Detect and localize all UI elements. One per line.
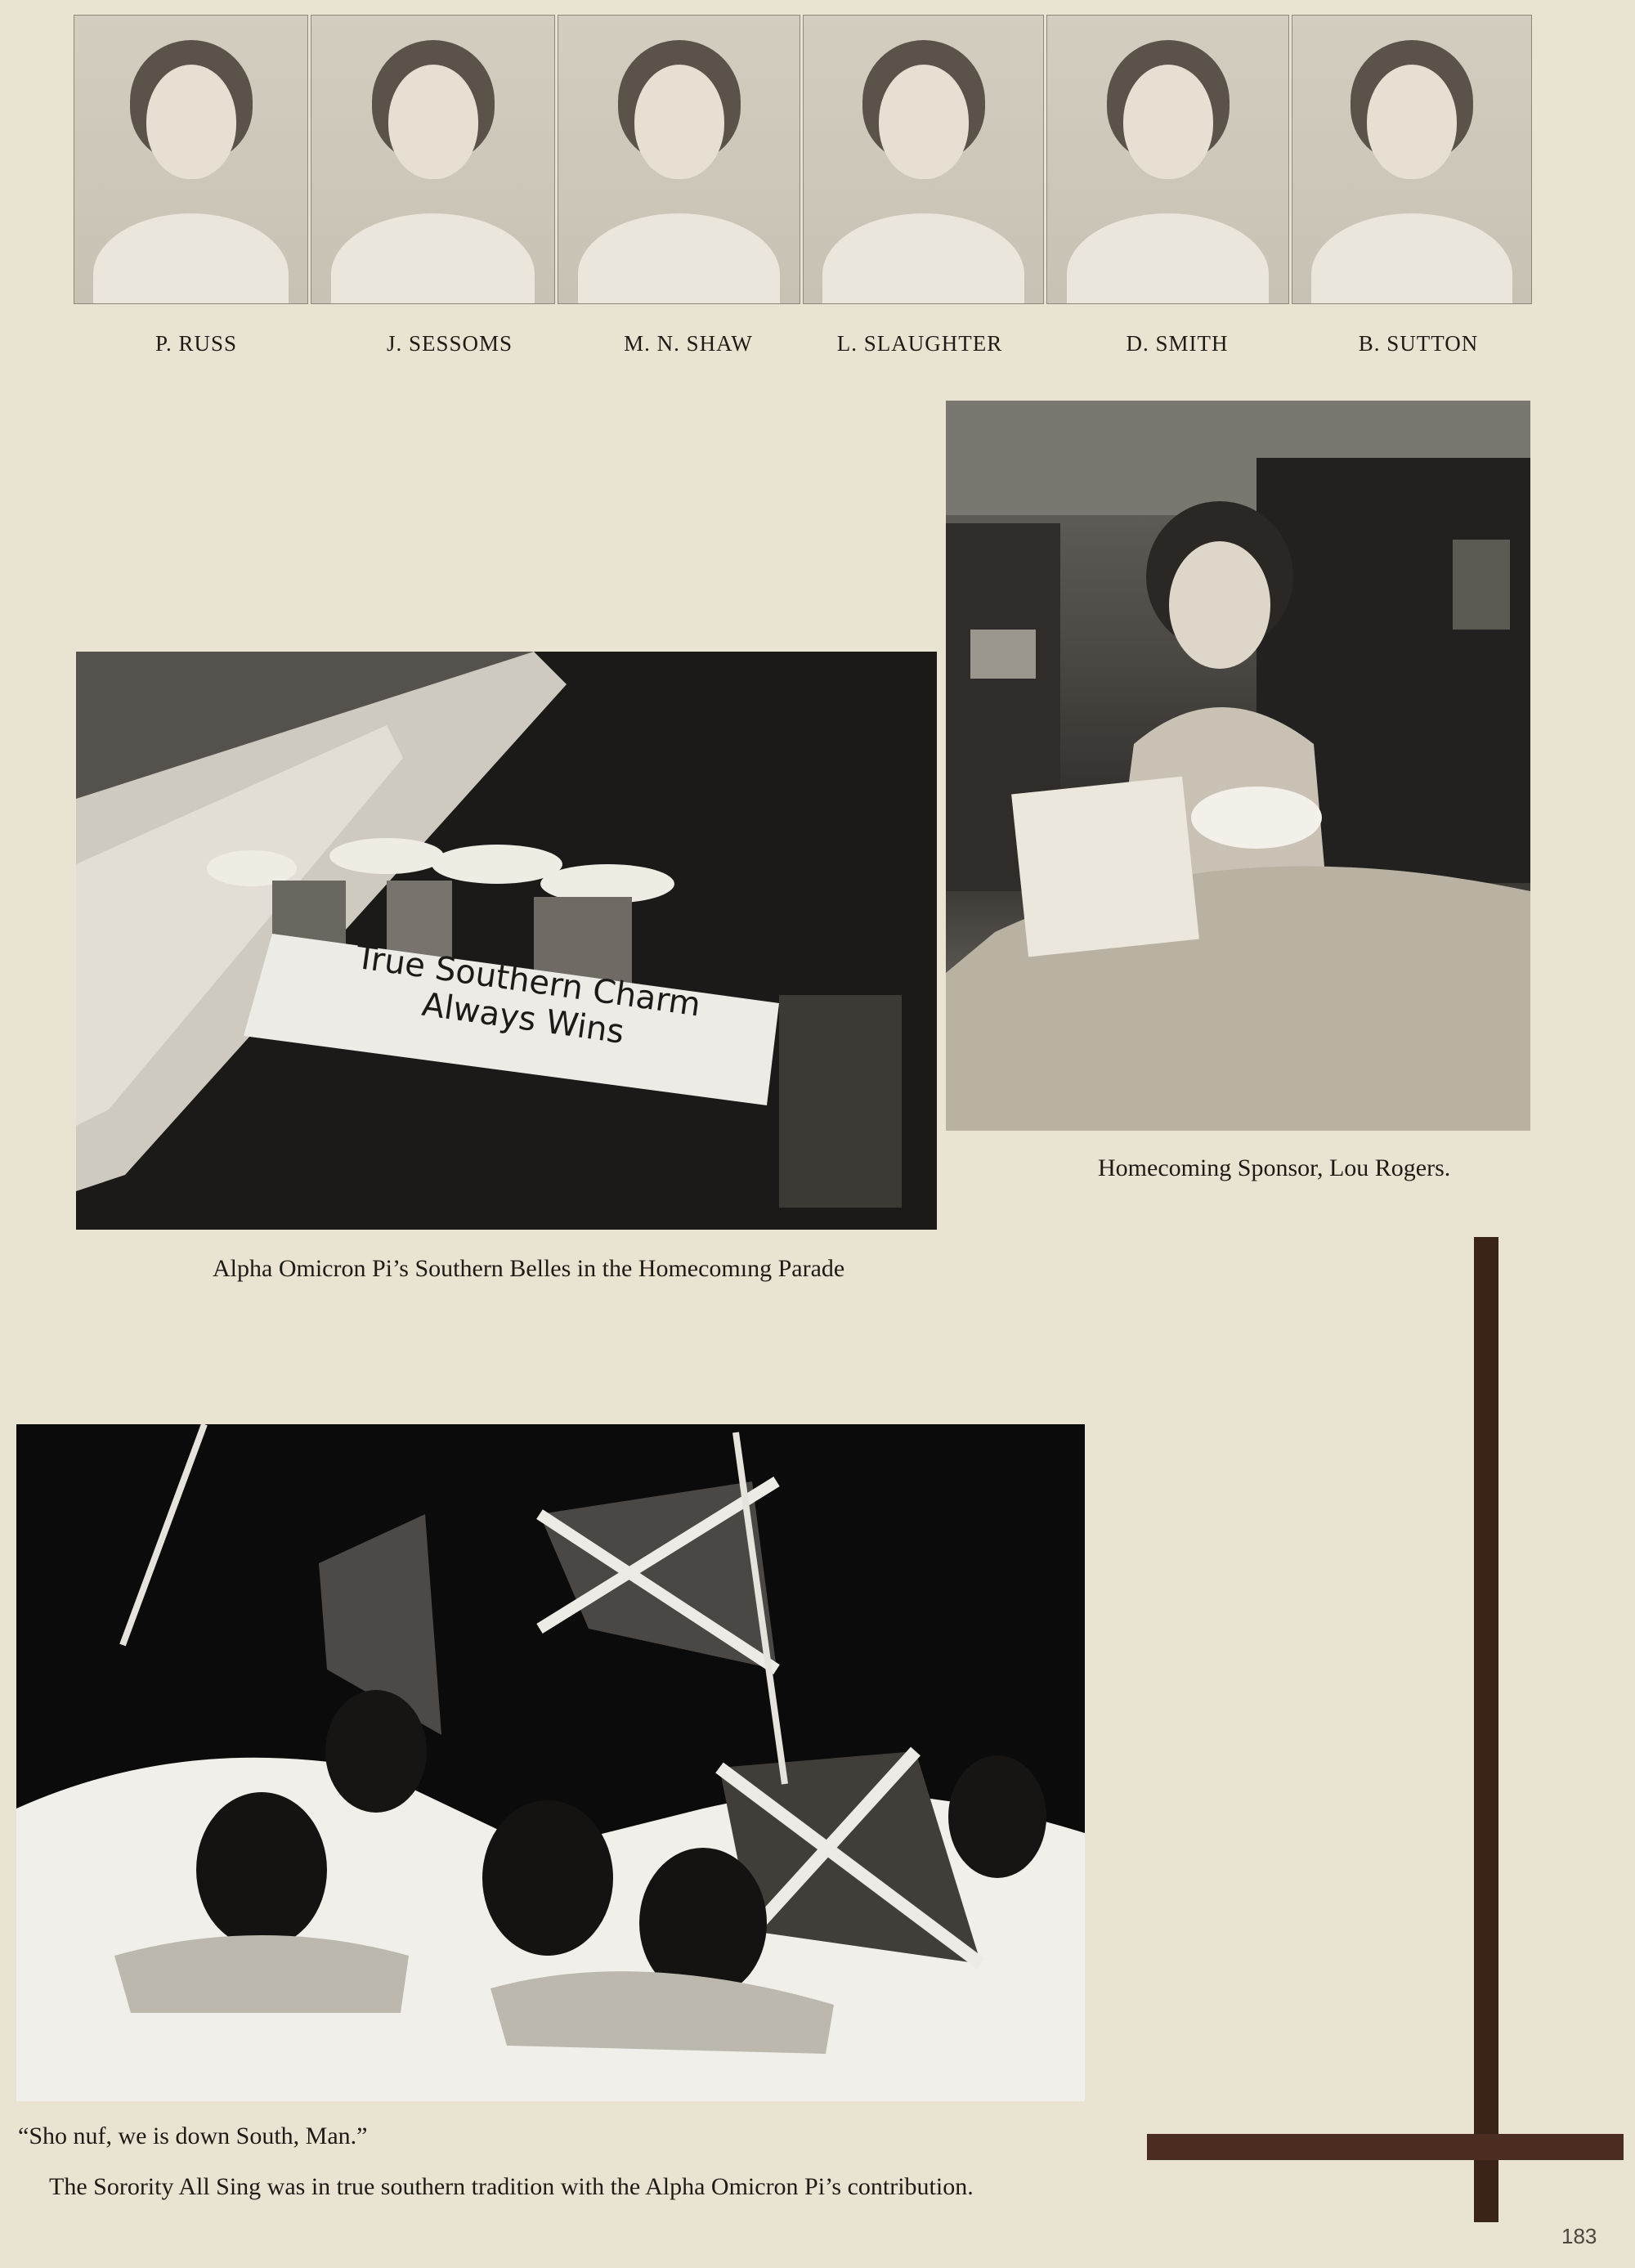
portrait-photo-sutton xyxy=(1292,15,1532,304)
all-sing-photo xyxy=(16,1424,1085,2101)
vertical-decorative-bar xyxy=(1474,1237,1498,2222)
sponsor-caption: Homecoming Sponsor, Lou Rogers. xyxy=(1098,1154,1451,1181)
parade-banner-text: True Southern Charm Always Wins xyxy=(353,938,703,1051)
all-sing-caption: The Sorority All Sing was in true southern tradition with the Alpha Omicron Pi’s contribution. xyxy=(49,2173,974,2200)
parade-caption: Alpha Omicron Pi’s Southern Belles in the Homecomıng Parade xyxy=(213,1255,845,1282)
portrait-photo-smith xyxy=(1046,15,1289,304)
portrait-name: L. SLAUGHTER xyxy=(836,331,1003,356)
portrait-name: M. N. SHAW xyxy=(624,331,753,356)
portrait-name: P. RUSS xyxy=(155,331,238,356)
portrait-name: D. SMITH xyxy=(1126,331,1229,356)
portrait-photo-shaw xyxy=(558,15,800,304)
portrait-photo-slaughter xyxy=(803,15,1044,304)
portrait-photo-russ xyxy=(74,15,308,304)
horizontal-decorative-bar xyxy=(1147,2134,1624,2160)
all-sing-quote: “Sho nuf, we is down South, Man.” xyxy=(18,2122,368,2149)
portrait-name: B. SUTTON xyxy=(1358,331,1479,356)
page-number: 183 xyxy=(1561,2224,1597,2248)
sponsor-photo xyxy=(946,401,1530,1131)
portrait-name: J. SESSOMS xyxy=(386,331,513,356)
parade-photo xyxy=(76,652,937,1230)
portrait-photo-sessoms xyxy=(311,15,555,304)
